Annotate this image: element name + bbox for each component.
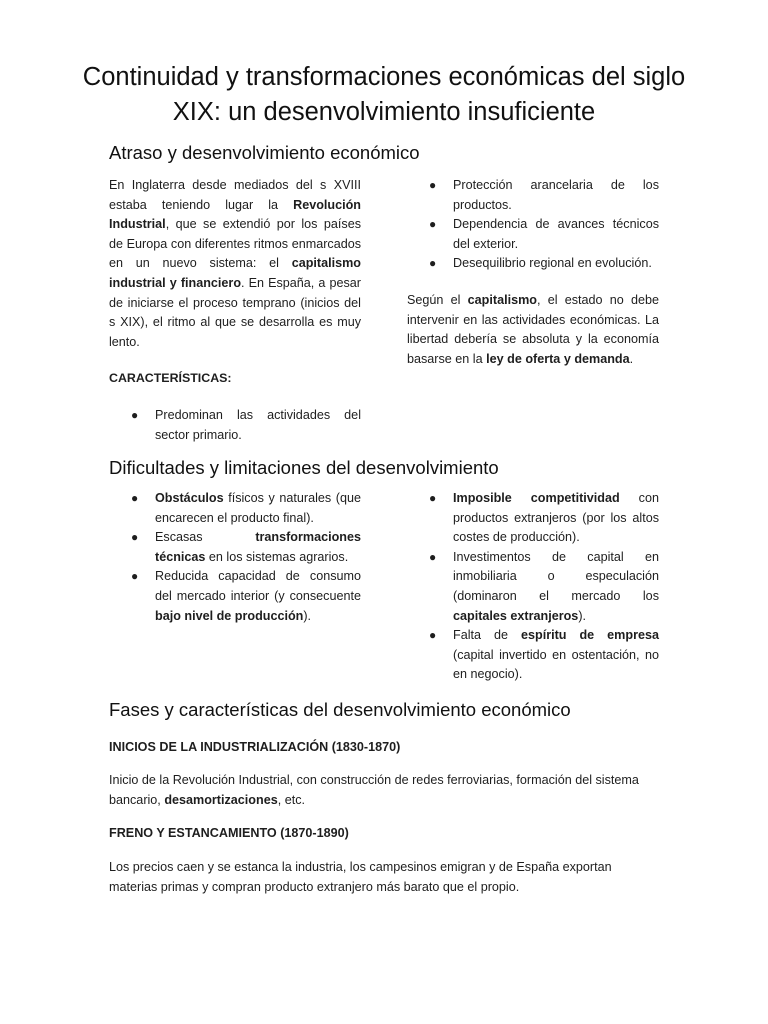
cap-text-2: , el estado no debe intervenir en las actividades económicas. La libertad debería se absoluta y la economía basarse en la [407, 292, 659, 366]
list-item-bold: espíritu de empresa [521, 628, 659, 643]
capitalism-paragraph [407, 291, 659, 369]
list-item-text: Falta de [453, 628, 521, 643]
list-item-bold: Obstáculos [155, 491, 224, 505]
list-item [407, 215, 659, 254]
list-item [109, 567, 361, 626]
bullet-icon: ● [429, 217, 437, 232]
list-item [109, 406, 361, 445]
bullet-icon: ● [429, 256, 437, 271]
list-item [109, 528, 361, 567]
bullet-icon: ● [131, 407, 139, 422]
list-item [109, 489, 361, 528]
list-item-text: en los sistemas agrarios. [205, 549, 349, 564]
list-item-bold: transformaciones técnicas [155, 530, 361, 564]
list-item-text: ). [578, 608, 587, 623]
list-item-text: Escasas [155, 530, 256, 545]
phase1-bold-desamortizaciones: desamortizaciones [164, 792, 278, 807]
intro-text-2: , que se extendió por los países de Europa con diferentes ritmos enmarcados en un nuevo sistema: el [109, 217, 361, 271]
list-item-text: ). [303, 608, 312, 623]
list-item [407, 548, 659, 626]
list-item-text: Reducida capacidad de consumo del mercado interior (y consecuente [155, 569, 361, 603]
list-item-text: Dependencia de avances técnicos del exterior. [453, 217, 659, 251]
list-item [407, 254, 659, 274]
bullet-icon: ● [429, 491, 437, 505]
list-item [407, 626, 659, 685]
phase2-title: FRENO Y ESTANCAMIENTO (1870-1890) [109, 826, 349, 840]
section2-right-column [407, 489, 659, 685]
section1-left-column [109, 176, 361, 445]
list-item-text: Desequilibrio regional en evolución. [453, 256, 652, 271]
intro-text-3: . En España, a pesar de iniciarse el proceso temprano (inicios del s XIX), el ritmo al que se desarrolla es muy lento. [109, 275, 361, 349]
cap-text-3: . [629, 351, 634, 366]
section-heading-fases: Fases y características del desenvolvimiento económico [109, 699, 571, 720]
difficulties-list-right [407, 489, 659, 685]
list-item-text: Protección arancelaria de los productos. [453, 178, 659, 212]
characteristics-list-right [407, 176, 659, 274]
list-item [407, 176, 659, 215]
bullet-icon: ● [131, 530, 139, 545]
list-item-text: físicos y naturales (que encarecen el producto final). [155, 491, 361, 525]
list-item-bold: Imposible competitividad [453, 491, 620, 505]
list-item-text: con productos extranjeros (por los altos costes de producción). [453, 491, 659, 545]
cap-bold-capitalismo: capitalismo [467, 292, 537, 307]
phase1-title: INICIOS DE LA INDUSTRIALIZACIÓN (1830-1870) [109, 740, 401, 754]
list-item [407, 489, 659, 548]
intro-bold-revolucion: Revolución Industrial [109, 197, 361, 232]
intro-text-1: En Inglaterra desde mediados del s XVIII estaba teniendo lugar la [109, 178, 361, 212]
cap-text-1: Según el [407, 292, 468, 307]
bullet-icon: ● [429, 549, 437, 564]
phase1-text-2: , etc. [277, 792, 305, 807]
section-heading-atraso: Atraso y desenvolvimiento económico [109, 142, 420, 163]
section-heading-dificultades: Dificultades y limitaciones del desenvolvimiento [109, 457, 499, 478]
characteristics-list-left [109, 406, 361, 445]
list-item-text: Investimentos de capital en inmobiliaria o especulación (dominaron el mercado los [453, 549, 659, 603]
phase1-text-1: Inicio de la Revolución Industrial, con construcción de redes ferroviarias, formación del sistema bancario, [109, 773, 639, 807]
bullet-icon: ● [429, 628, 437, 643]
section2-left-column [109, 489, 361, 626]
list-item-text: (capital invertido en ostentación, no en negocio). [453, 647, 659, 682]
phase1-paragraph [109, 771, 661, 810]
list-item-text: Predominan las actividades del sector primario. [155, 407, 361, 442]
list-item-bold: capitales extranjeros [453, 608, 579, 623]
characteristics-label: CARACTERÍSTICAS: [109, 371, 232, 386]
bullet-icon: ● [131, 491, 139, 505]
cap-bold-ley: ley de oferta y demanda [486, 351, 630, 366]
intro-bold-capitalismo: capitalismo industrial y financiero [109, 256, 361, 290]
list-item-bold: bajo nivel de producción [155, 608, 304, 623]
bullet-icon: ● [429, 178, 437, 192]
difficulties-list-left [109, 489, 361, 626]
intro-paragraph [109, 176, 361, 352]
page-title: Continuidad y transformaciones económicas del siglo XIX: un desenvolvimiento insuficiente [82, 63, 686, 126]
phase2-paragraph: Los precios caen y se estanca la industria, los campesinos emigran y de España exportan materias primas y compran producto extranjero más barato que el propio. [109, 860, 612, 894]
bullet-icon: ● [131, 569, 139, 584]
section1-right-column [407, 176, 659, 369]
